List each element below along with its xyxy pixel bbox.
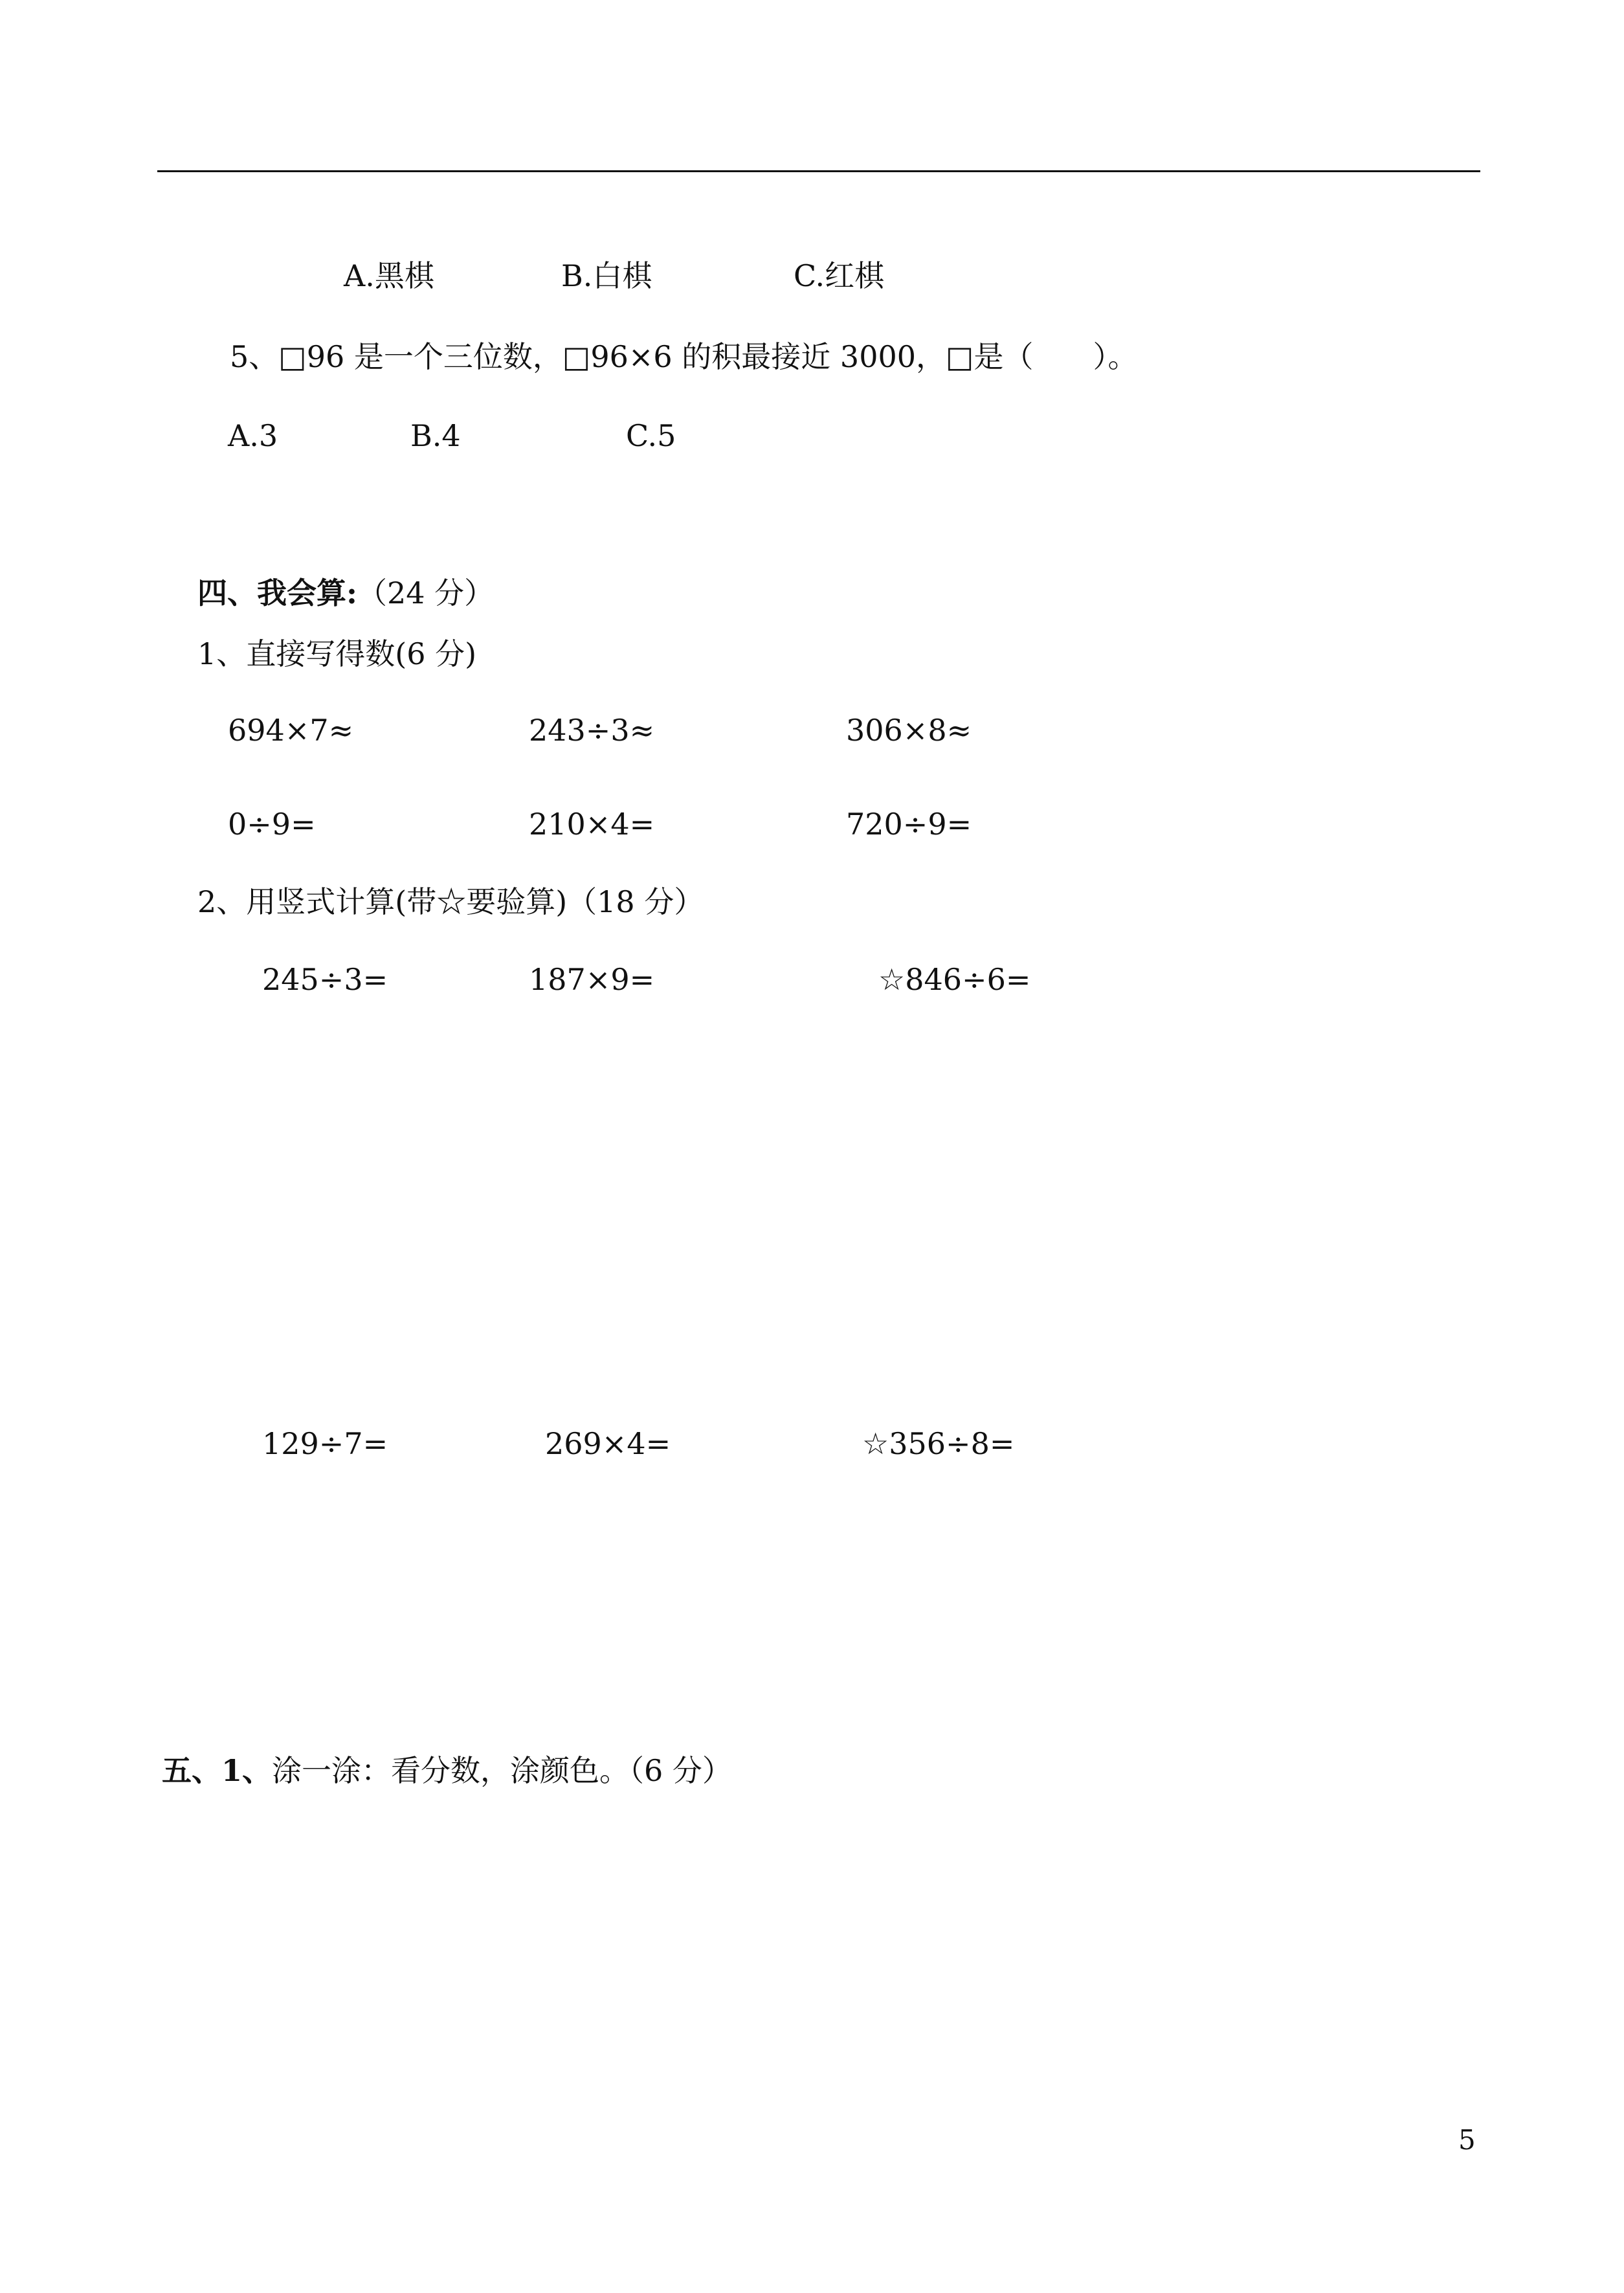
q5-option-a: A.3: [228, 418, 278, 453]
section4-heading-bold: 四、我会算:: [197, 576, 357, 610]
q4-option-a: A.黑棋: [344, 258, 434, 293]
header-rule: [157, 170, 1480, 172]
part1-problem: 243÷3≈: [529, 713, 655, 748]
part2-title: 2、用竖式计算(带☆要验算)（18 分）: [197, 884, 704, 919]
part2-problem: 269×4=: [545, 1426, 671, 1461]
part1-problem: 694×7≈: [228, 713, 354, 748]
section5-heading: [162, 1753, 732, 1788]
part1-problem: 306×8≈: [846, 713, 972, 748]
q5-option-b: B.4: [410, 418, 461, 453]
part1-problem: 0÷9=: [228, 807, 316, 842]
q4-option-b: B.白棋: [561, 258, 652, 293]
section5-heading-bold: 五、1、: [162, 1753, 273, 1788]
part2-problem: 129÷7=: [262, 1426, 388, 1461]
q5-text: 5、□96 是一个三位数，□96×6 的积最接近 3000，□是（ ）。: [230, 339, 1138, 374]
part2-problem: ☆846÷6=: [878, 962, 1031, 997]
q4-option-c: C.红棋: [794, 258, 885, 293]
q5-option-c: C.5: [626, 418, 676, 453]
page-number: 5: [1458, 2124, 1476, 2156]
part1-problem: 720÷9=: [846, 807, 972, 842]
part1-problem: 210×4=: [529, 807, 655, 842]
part2-problem: ☆356÷8=: [862, 1426, 1015, 1461]
section4-heading-score: （24 分）: [357, 576, 495, 610]
section5-heading-text: 涂一涂：看分数，涂颜色。（6 分）: [272, 1753, 732, 1788]
section4-heading: [197, 578, 494, 608]
part2-problem: 245÷3=: [262, 962, 388, 997]
part1-title: 1、直接写得数(6 分): [197, 636, 477, 671]
part2-problem: 187×9=: [529, 962, 655, 997]
